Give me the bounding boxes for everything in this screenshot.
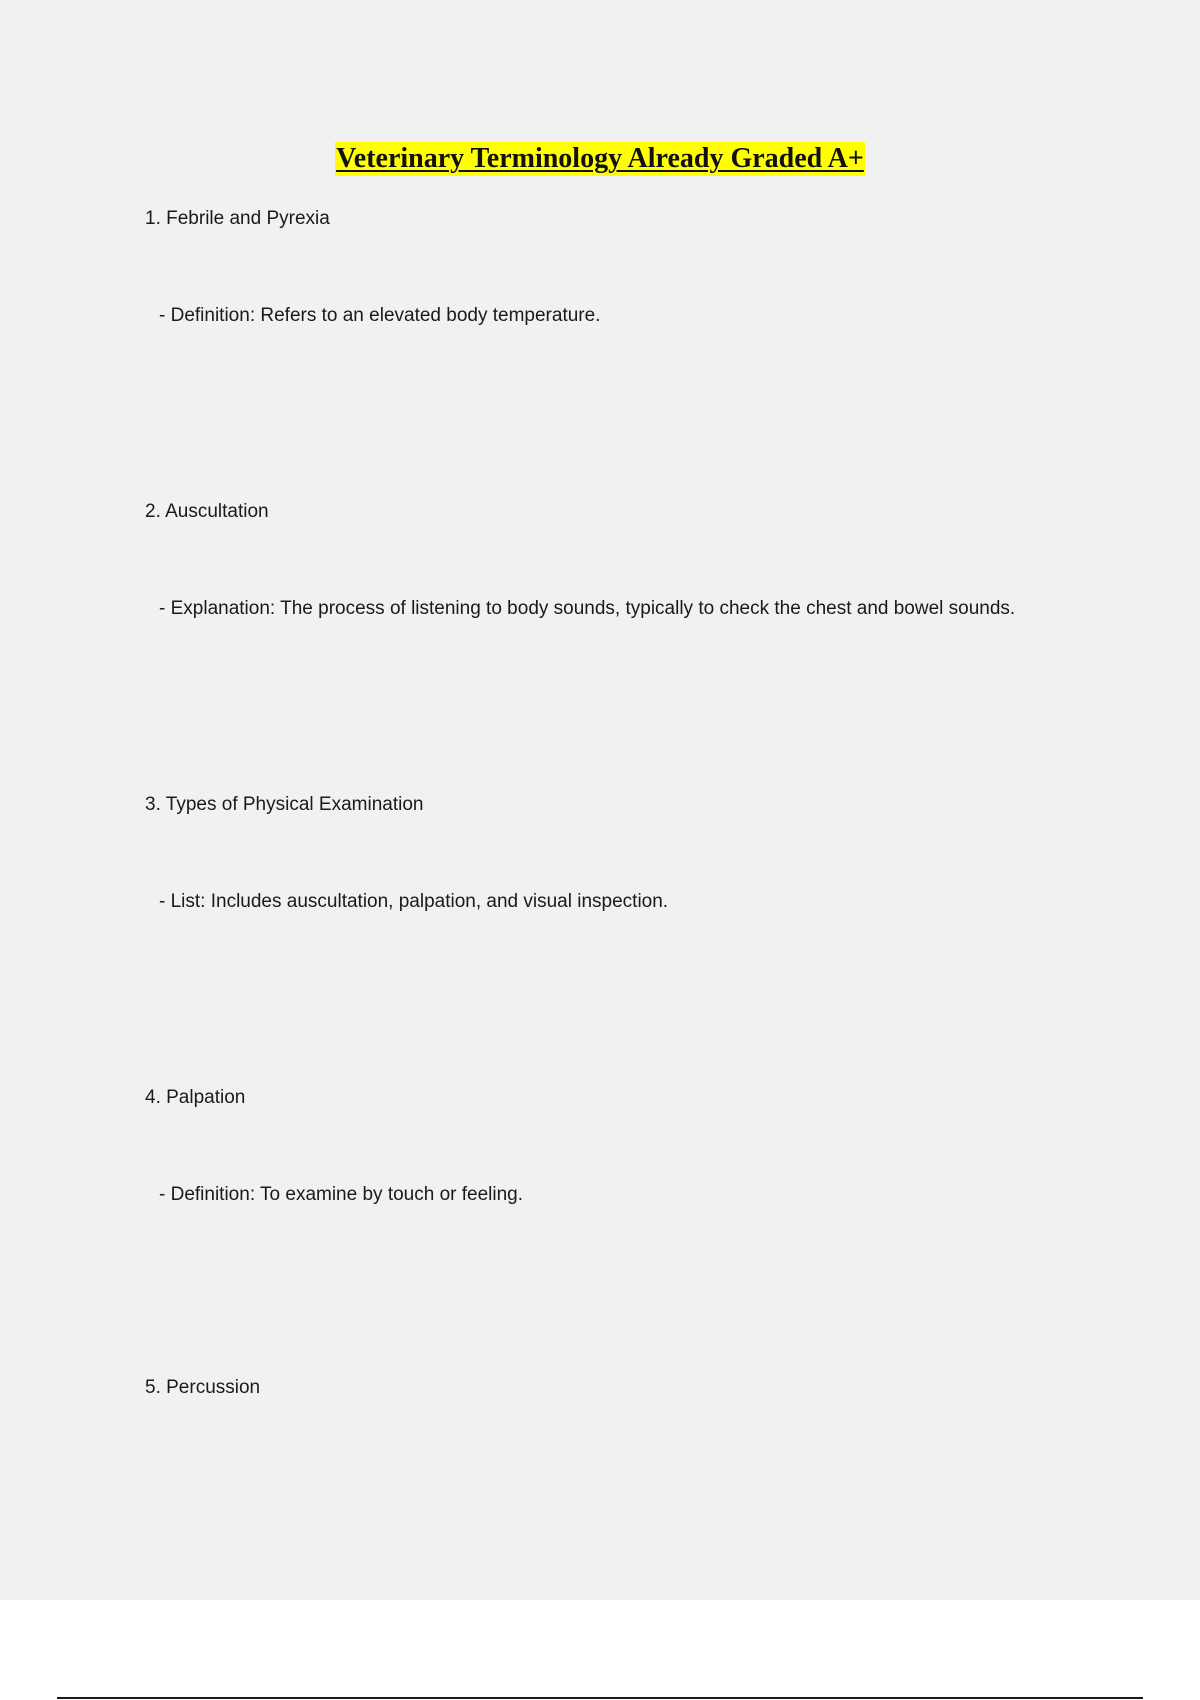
item-detail-physical-exam: - List: Includes auscultation, palpation, and visual inspection. — [159, 891, 669, 912]
title-container — [0, 142, 1200, 176]
item-detail-febrile: - Definition: Refers to an elevated body temperature. — [159, 305, 601, 326]
document-title: Veterinary Terminology Already Graded A+ — [336, 143, 864, 174]
item-detail-palpation: - Definition: To examine by touch or feeling. — [159, 1184, 524, 1205]
item-detail-auscultation: - Explanation: The process of listening to body sounds, typically to check the chest and bowel sounds. — [159, 598, 1016, 619]
item-heading-physical-exam: 3. Types of Physical Examination — [145, 794, 424, 815]
item-heading-auscultation: 2. Auscultation — [145, 501, 269, 522]
item-heading-palpation: 4. Palpation — [145, 1087, 246, 1108]
footer-divider — [57, 1697, 1143, 1699]
item-heading-percussion: 5. Percussion — [145, 1377, 261, 1398]
item-heading-febrile: 1. Febrile and Pyrexia — [145, 208, 330, 229]
